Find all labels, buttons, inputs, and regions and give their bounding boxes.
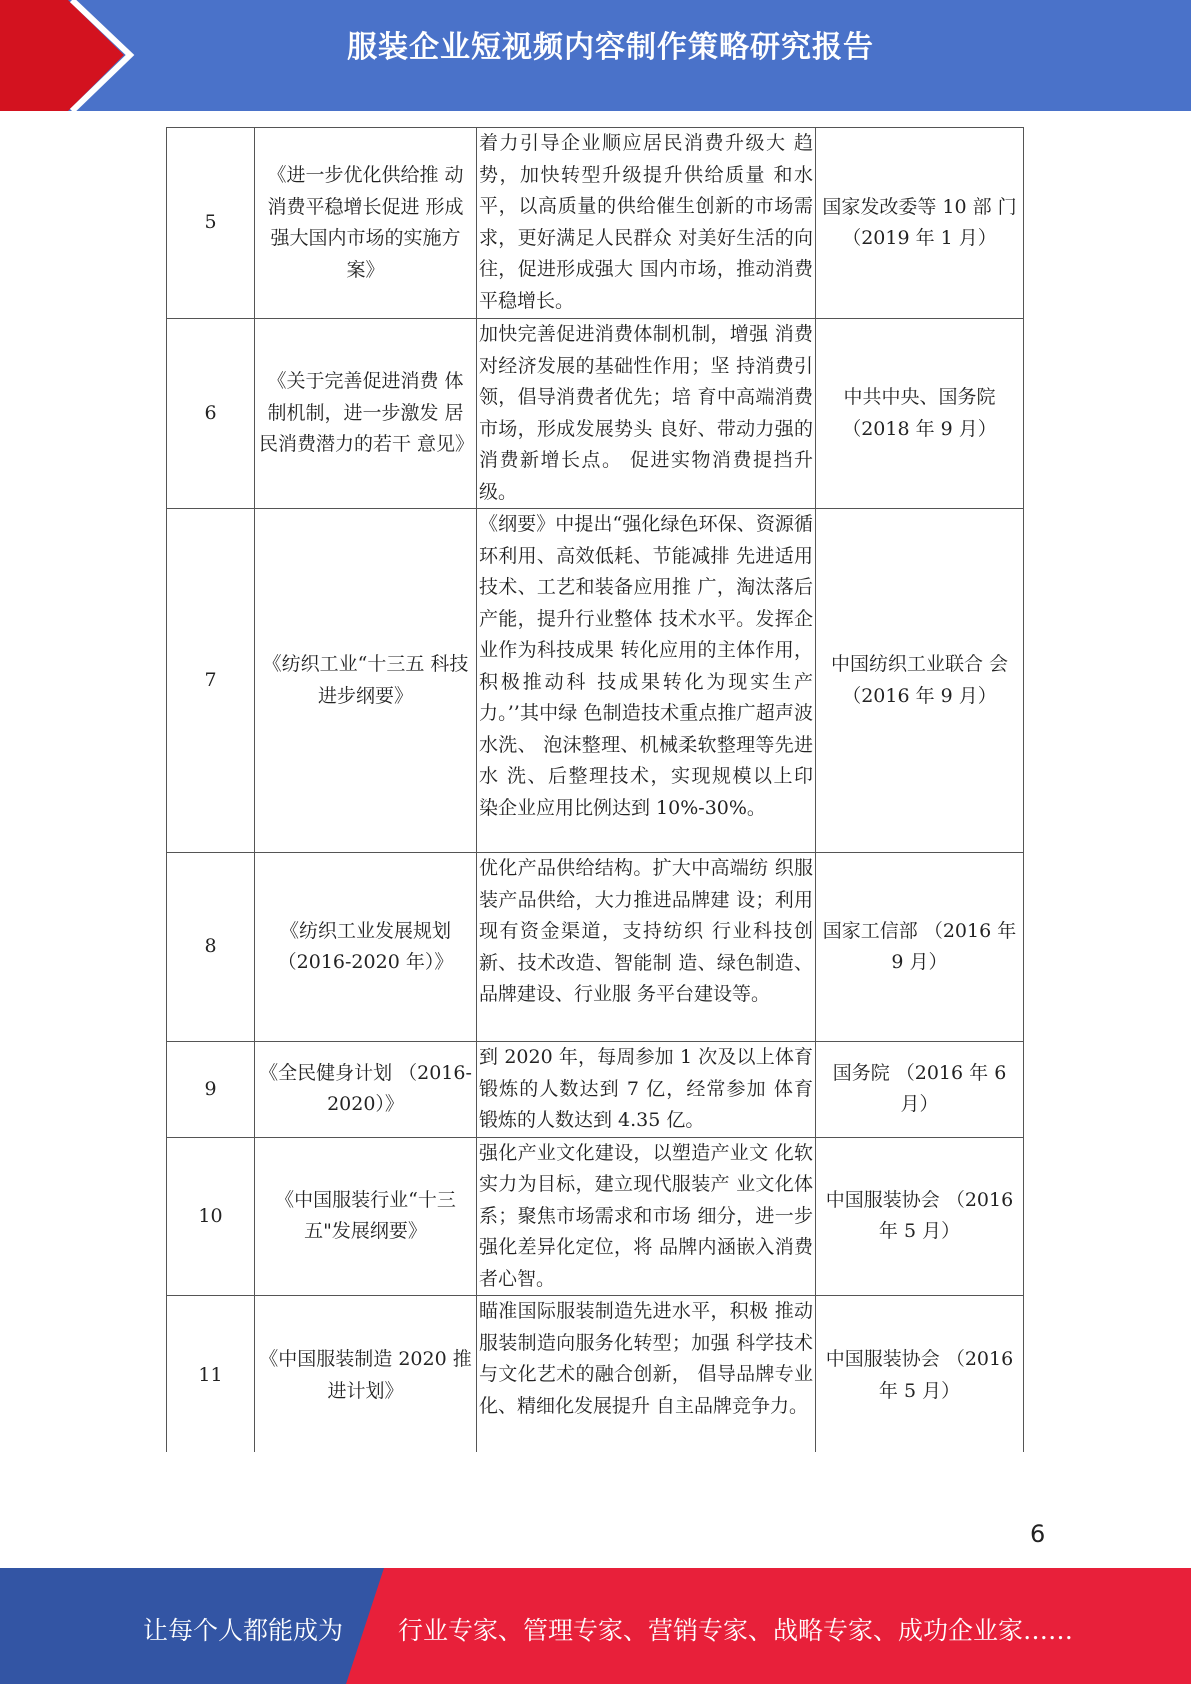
policy-content: 强化产业文化建设，以塑造产业文 化软实力为目标，建立现代服装产 业文化体系；聚焦市场需求和市场 细分，进一步强化差异化定位，将 品牌内涵嵌入消费者心智。 [477, 1137, 816, 1296]
row-number: 8 [167, 853, 255, 1042]
policy-name: 《纺织工业发展规划 （2016-2020 年）》 [255, 853, 477, 1042]
table-row [167, 128, 1024, 319]
policy-issuer: 国务院 （2016 年 6 月） [816, 1042, 1024, 1138]
policy-issuer: 中国服装协会 （2016 年 5 月） [816, 1137, 1024, 1296]
policy-name: 《进一步优化供给推 动消费平稳增长促进 形成强大国内市场的实施方案》 [255, 128, 477, 319]
row-number: 10 [167, 1137, 255, 1296]
policy-table [166, 127, 1024, 1452]
policy-issuer: 国家发改委等 10 部 门 （2019 年 1 月） [816, 128, 1024, 319]
policy-name: 《中国服装制造 2020 推进计划》 [255, 1296, 477, 1453]
policy-content: 着力引导企业顺应居民消费升级大 趋势，加快转型升级提升供给质量 和水平，以高质量的供给催生创新的市场需求，更好满足人民群众 对美好生活的向往，促进形成强大 国内市场，推动消费平稳增长。 [477, 128, 816, 319]
policy-issuer: 中国服装协会 （2016 年 5 月） [816, 1296, 1024, 1453]
policy-issuer: 中共中央、国务院 （2018 年 9 月） [816, 319, 1024, 509]
page-number: 6 [1030, 1520, 1046, 1548]
footer-slogan-left: 让每个人都能成为 [143, 1616, 344, 1645]
policy-table-container [166, 127, 1024, 1452]
page-header [0, 0, 1191, 111]
table-row [167, 509, 1024, 853]
policy-content: 优化产品供给结构。扩大中高端纺 织服装产品供给，大力推进品牌建 设；利用现有资金渠道，支持纺织 行业科技创新、技术改造、智能制 造、绿色制造、品牌建设、行业服 务平台建设等。 [477, 853, 816, 1042]
table-row [167, 1296, 1024, 1453]
policy-content: 到 2020 年，每周参加 1 次及以上体育锻炼的人数达到 7 亿，经常参加 体育锻炼的人数达到 4.35 亿。 [477, 1042, 816, 1138]
policy-content: 加快完善促进消费体制机制，增强 消费对经济发展的基础性作用；坚 持消费引领，倡导消费者优先；培 育中高端消费市场，形成发展势头 良好、带动力强的消费新增长点。 促进实物消费提挡升级。 [477, 319, 816, 509]
footer-slogan-right: 行业专家、管理专家、营销专家、战略专家、成功企业家…… [398, 1616, 1074, 1645]
policy-content: 《纲要》中提出“强化绿色环保、资源循环利用、高效低耗、节能减排 先进适用技术、工艺和装备应用推 广，淘汰落后产能，提升行业整体 技术水平。发挥企业作为科技成果 转化应用的主体作用，积极推动科 技成果转化为现实生产力。’’其中绿 色制造技术重点推广超声波水洗、 泡沫整理、机械柔软整理等先进水 洗、后整理技术，实现规模以上印 染企业应用比例达到 10%-30%。 [477, 509, 816, 853]
policy-name: 《中国服装行业“十三 五"发展纲要》 [255, 1137, 477, 1296]
report-title: 服装企业短视频内容制作策略研究报告 [347, 30, 874, 65]
page-footer [0, 1568, 1191, 1684]
table-row [167, 319, 1024, 509]
row-number: 6 [167, 319, 255, 509]
table-row [167, 1137, 1024, 1296]
policy-issuer: 中国纺织工业联合 会（2016 年 9 月） [816, 509, 1024, 853]
table-row [167, 853, 1024, 1042]
row-number: 7 [167, 509, 255, 853]
row-number: 5 [167, 128, 255, 319]
policy-issuer: 国家工信部 （2016 年 9 月） [816, 853, 1024, 1042]
table-row [167, 1042, 1024, 1138]
row-number: 9 [167, 1042, 255, 1138]
policy-name: 《全民健身计划 （2016-2020）》 [255, 1042, 477, 1138]
policy-content: 瞄准国际服装制造先进水平，积极 推动服装制造向服务化转型；加强 科学技术与文化艺术的融合创新， 倡导品牌专业化、精细化发展提升 自主品牌竞争力。 [477, 1296, 816, 1453]
row-number: 11 [167, 1296, 255, 1453]
policy-name: 《纺织工业“十三五 科技进步纲要》 [255, 509, 477, 853]
policy-name: 《关于完善促进消费 体制机制，进一步激发 居民消费潜力的若干 意见》 [255, 319, 477, 509]
